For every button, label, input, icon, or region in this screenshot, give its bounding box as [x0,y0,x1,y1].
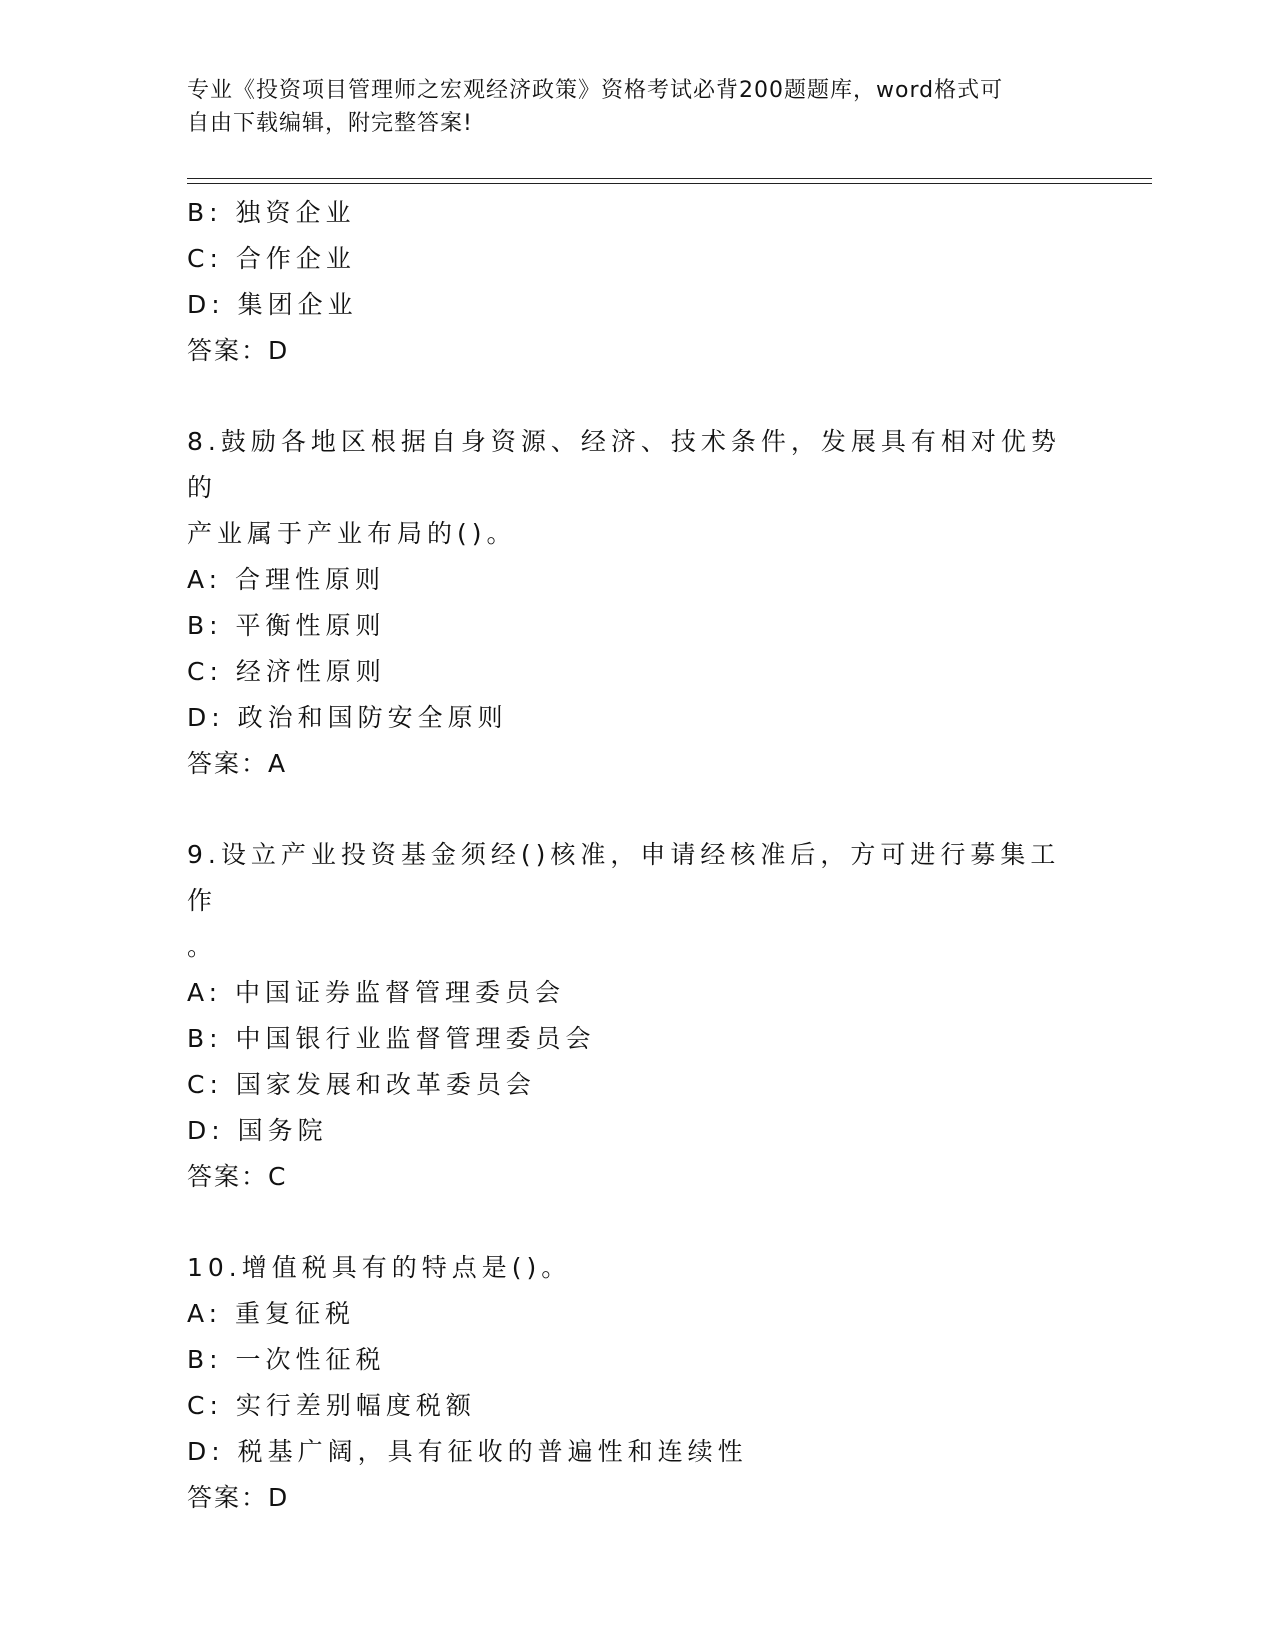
option-c: C: 经济性原则 [187,657,386,686]
question-10 [187,1245,1067,1521]
option-d: D: 税基广阔，具有征收的普遍性和连续性 [187,1437,748,1466]
answer: 答案：C [187,1162,288,1191]
question-stem-line-2: 。 [187,932,218,961]
header-title-line-2: 自由下载编辑，附完整答案! [187,111,473,136]
question-stem-line-1: 10.增值税具有的特点是()。 [187,1253,572,1282]
option-c: C: 合作企业 [187,244,356,273]
option-c: C: 国家发展和改革委员会 [187,1070,536,1099]
question-stem-line-2: 产业属于产业布局的()。 [187,519,517,548]
question-stem-line-1: 8.鼓励各地区根据自身资源、经济、技术条件，发展具有相对优势的 [187,427,1061,502]
header-title-line-1: 专业《投资项目管理师之宏观经济政策》资格考试必背200题题库，word格式可 [187,78,1004,103]
option-b: B: 中国银行业监督管理委员会 [187,1024,596,1053]
question-list [187,190,1067,1521]
option-d: D: 国务院 [187,1116,328,1145]
question-9 [187,832,1067,1200]
option-d: D: 政治和国防安全原则 [187,703,508,732]
option-d: D: 集团企业 [187,290,358,319]
option-c: C: 实行差别幅度税额 [187,1391,476,1420]
answer: 答案：A [187,749,288,778]
option-b: B: 一次性征税 [187,1345,386,1374]
option-a: A: 合理性原则 [187,565,386,594]
answer: 答案：D [187,1483,290,1512]
option-b: B: 独资企业 [187,198,356,227]
header-divider [187,178,1152,184]
document-header [187,74,1067,140]
question-7-partial [187,190,1067,374]
question-stem-line-1: 9.设立产业投资基金须经()核准，申请经核准后，方可进行募集工作 [187,840,1061,915]
option-a: A: 中国证券监督管理委员会 [187,978,566,1007]
option-b: B: 平衡性原则 [187,611,386,640]
answer: 答案：D [187,336,290,365]
question-8 [187,419,1067,787]
option-a: A: 重复征税 [187,1299,356,1328]
